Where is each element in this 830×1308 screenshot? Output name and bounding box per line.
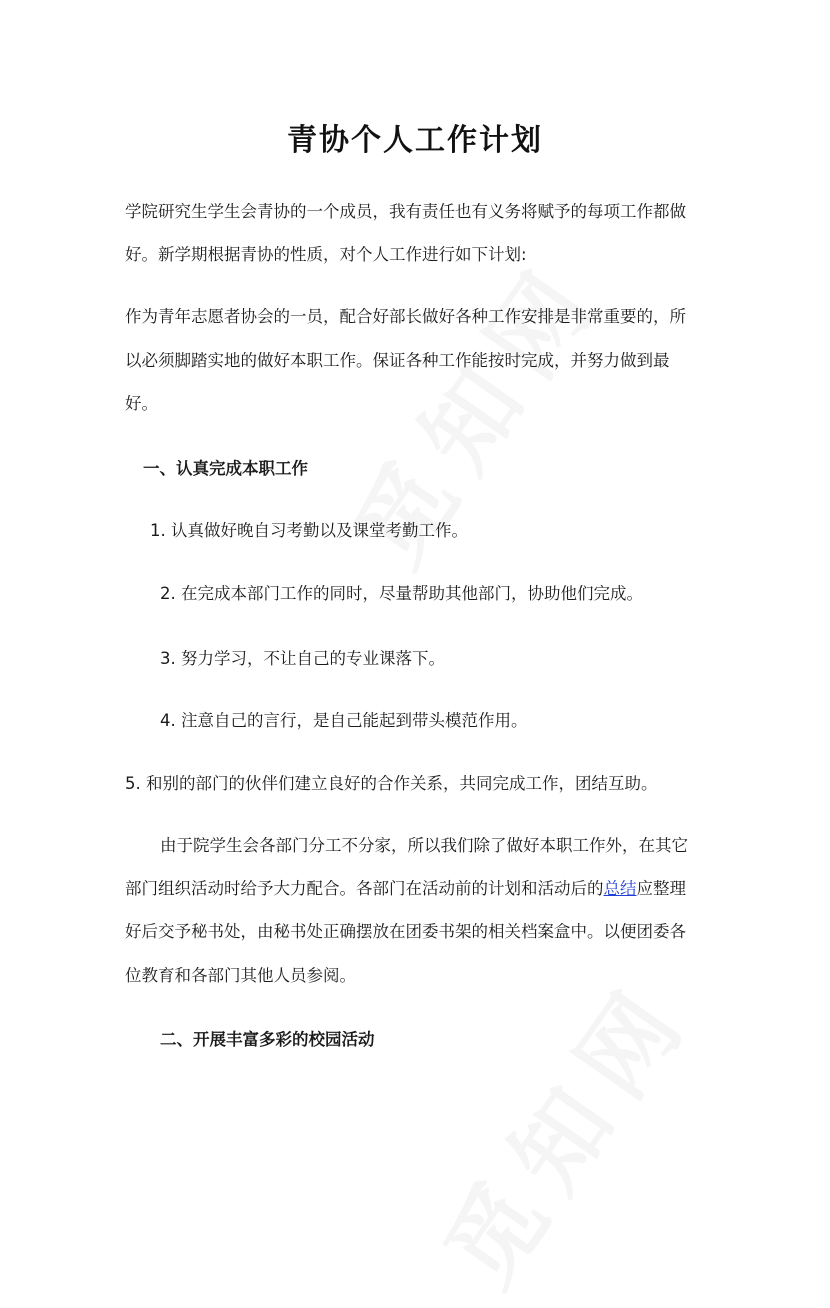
list-item: 3. 努力学习，不让自己的专业课落下。	[160, 649, 445, 668]
list-item: 2. 在完成本部门工作的同时，尽量帮助其他部门，协助他们完成。	[160, 584, 643, 603]
document-title: 青协个人工作计划	[287, 123, 543, 158]
paragraph-text: 应整理	[636, 879, 686, 898]
section-heading: 二、开展丰富多彩的校园活动	[160, 1030, 375, 1049]
paragraph-text: 部门组织活动时给予大力配合。各部门在活动前的计划和活动后的	[125, 879, 604, 898]
paragraph-line: 位教育和各部门其他人员参阅。	[125, 966, 356, 985]
paragraph-line: 以必须脚踏实地的做好本职工作。保证各种工作能按时完成，并努力做到最	[125, 351, 670, 370]
list-item: 4. 注意自己的言行，是自己能起到带头模范作用。	[160, 711, 528, 730]
section-heading: 一、认真完成本职工作	[143, 459, 308, 478]
paragraph-line: 好后交予秘书处，由秘书处正确摆放在团委书架的相关档案盒中。以便团委各	[125, 922, 686, 941]
paragraph-line: 作为青年志愿者协会的一员，配合好部长做好各种工作安排是非常重要的，所	[125, 307, 686, 326]
paragraph-line	[125, 875, 686, 899]
paragraph-line: 由于院学生会各部门分工不分家，所以我们除了做好本职工作外，在其它	[160, 836, 688, 855]
list-item: 1. 认真做好晚自习考勤以及课堂考勤工作。	[150, 521, 468, 540]
watermark	[408, 948, 717, 1308]
intro-line: 学院研究生学生会青协的一个成员，我有责任也有义务将赋予的每项工作都做	[125, 202, 686, 221]
intro-line: 好。新学期根据青协的性质，对个人工作进行如下计划:	[125, 245, 527, 264]
paragraph-line: 好。	[125, 394, 158, 413]
list-item: 5. 和别的部门的伙伴们建立良好的合作关系，共同完成工作，团结互助。	[125, 774, 658, 793]
summary-link[interactable]: 总结	[603, 879, 637, 898]
